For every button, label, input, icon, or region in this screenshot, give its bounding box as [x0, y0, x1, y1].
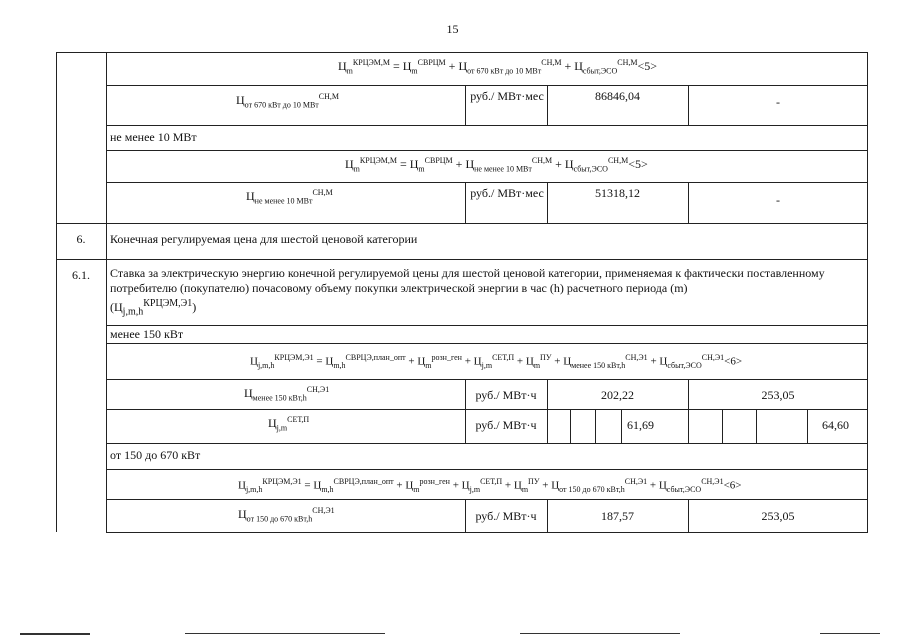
- formula-6-1-b: $Ц_{j,m,h}^{КРЦЭМ,Э1} = Ц_{m,h}^{СВРЦЭ,план\_опт} + Ц_m^{розн\_ген} + Ц_{j,m}^{СЕТ,П} + Ц_m^{ПУ} + Ц_{от 150 до 670 кВт,h}^{СН,Э1} + Ц_{сбыт,ЭСО}^{СН,Э1}<6>$: [238, 477, 742, 494]
- unit-label: руб./ МВт·мес: [470, 186, 544, 200]
- section-number: 6.1.: [72, 268, 90, 282]
- price-symbol-150-670: $Ц_{от 150 до 670 кВт,h}^{СН,Э1}$: [238, 506, 335, 524]
- unit-label: руб./ МВт·ч: [475, 509, 537, 523]
- price-symbol-network: $Ц_{j,m}^{СЕТ,П}$: [268, 415, 310, 433]
- value-cell: 187,57: [601, 509, 634, 523]
- unit-label: руб./ МВт·ч: [475, 388, 537, 402]
- section-number: 6.: [76, 232, 86, 246]
- page-number: 15: [446, 22, 459, 36]
- value-cell: 64,60: [822, 418, 849, 432]
- formula-5-2: $Ц_m^{КРЦЭМ,М} = Ц_m^{СВРЦМ} + Ц_{не менее 10 МВт}^{СН,М} + Ц_{сбыт,ЭСО}^{СН,М}<5>$: [345, 156, 648, 174]
- dash-cell: -: [776, 95, 780, 109]
- range-label-150: менее 150 кВт: [110, 327, 184, 341]
- value-cell: 202,22: [601, 388, 634, 402]
- section-description: Ставка за электрическую энергию конечной регулируемой цены для шестой ценовой категории, применяемая к фактически поставленному потребителю (покупателю) почасовому объему покупки электрической энергии в час (h) расчетного периода (m) $(Ц_{j,m,h}^{КРЦЭМ,Э1})$: [110, 266, 825, 318]
- price-symbol-670-10: $Ц_{от 670 кВт до 10 МВт}^{СН,М}$: [236, 92, 340, 110]
- unit-label: руб./ МВт·мес: [470, 89, 544, 103]
- value-cell: 61,69: [627, 418, 654, 432]
- price-symbol-10mw: $Ц_{не менее 10 МВт}^{СН,М}$: [246, 188, 333, 206]
- value-cell: 253,05: [761, 509, 795, 523]
- dash-cell: -: [776, 193, 780, 207]
- range-label-10mw: не менее 10 МВт: [110, 130, 197, 144]
- section-title: Конечная регулируемая цена для шестой ценовой категории: [110, 232, 418, 246]
- unit-label: руб./ МВт·ч: [475, 418, 537, 432]
- value-cell: 86846,04: [595, 89, 640, 103]
- value-cell: 253,05: [761, 388, 795, 402]
- formula-5-1: $Ц_m^{КРЦЭМ,М} = Ц_m^{СВРЦМ} + Ц_{от 670 кВт до 10 МВт}^{СН,М} + Ц_{сбыт,ЭСО}^{СН,М}<5>$: [338, 58, 658, 76]
- range-label-150-670: от 150 до 670 кВт: [110, 448, 201, 462]
- formula-6-1-a: $Ц_{j,m,h}^{КРЦЭМ,Э1} = Ц_{m,h}^{СВРЦЭ,план\_опт} + Ц_m^{розн\_ген} + Ц_{j,m}^{СЕТ,П} + Ц_m^{ПУ} + Ц_{менее 150 кВт,h}^{СН,Э1} + Ц_{сбыт,ЭСО}^{СН,Э1}<6>$: [250, 353, 743, 370]
- value-cell: 51318,12: [595, 186, 640, 200]
- price-symbol-150: $Ц_{менее 150 кВт,h}^{СН,Э1}$: [244, 385, 330, 403]
